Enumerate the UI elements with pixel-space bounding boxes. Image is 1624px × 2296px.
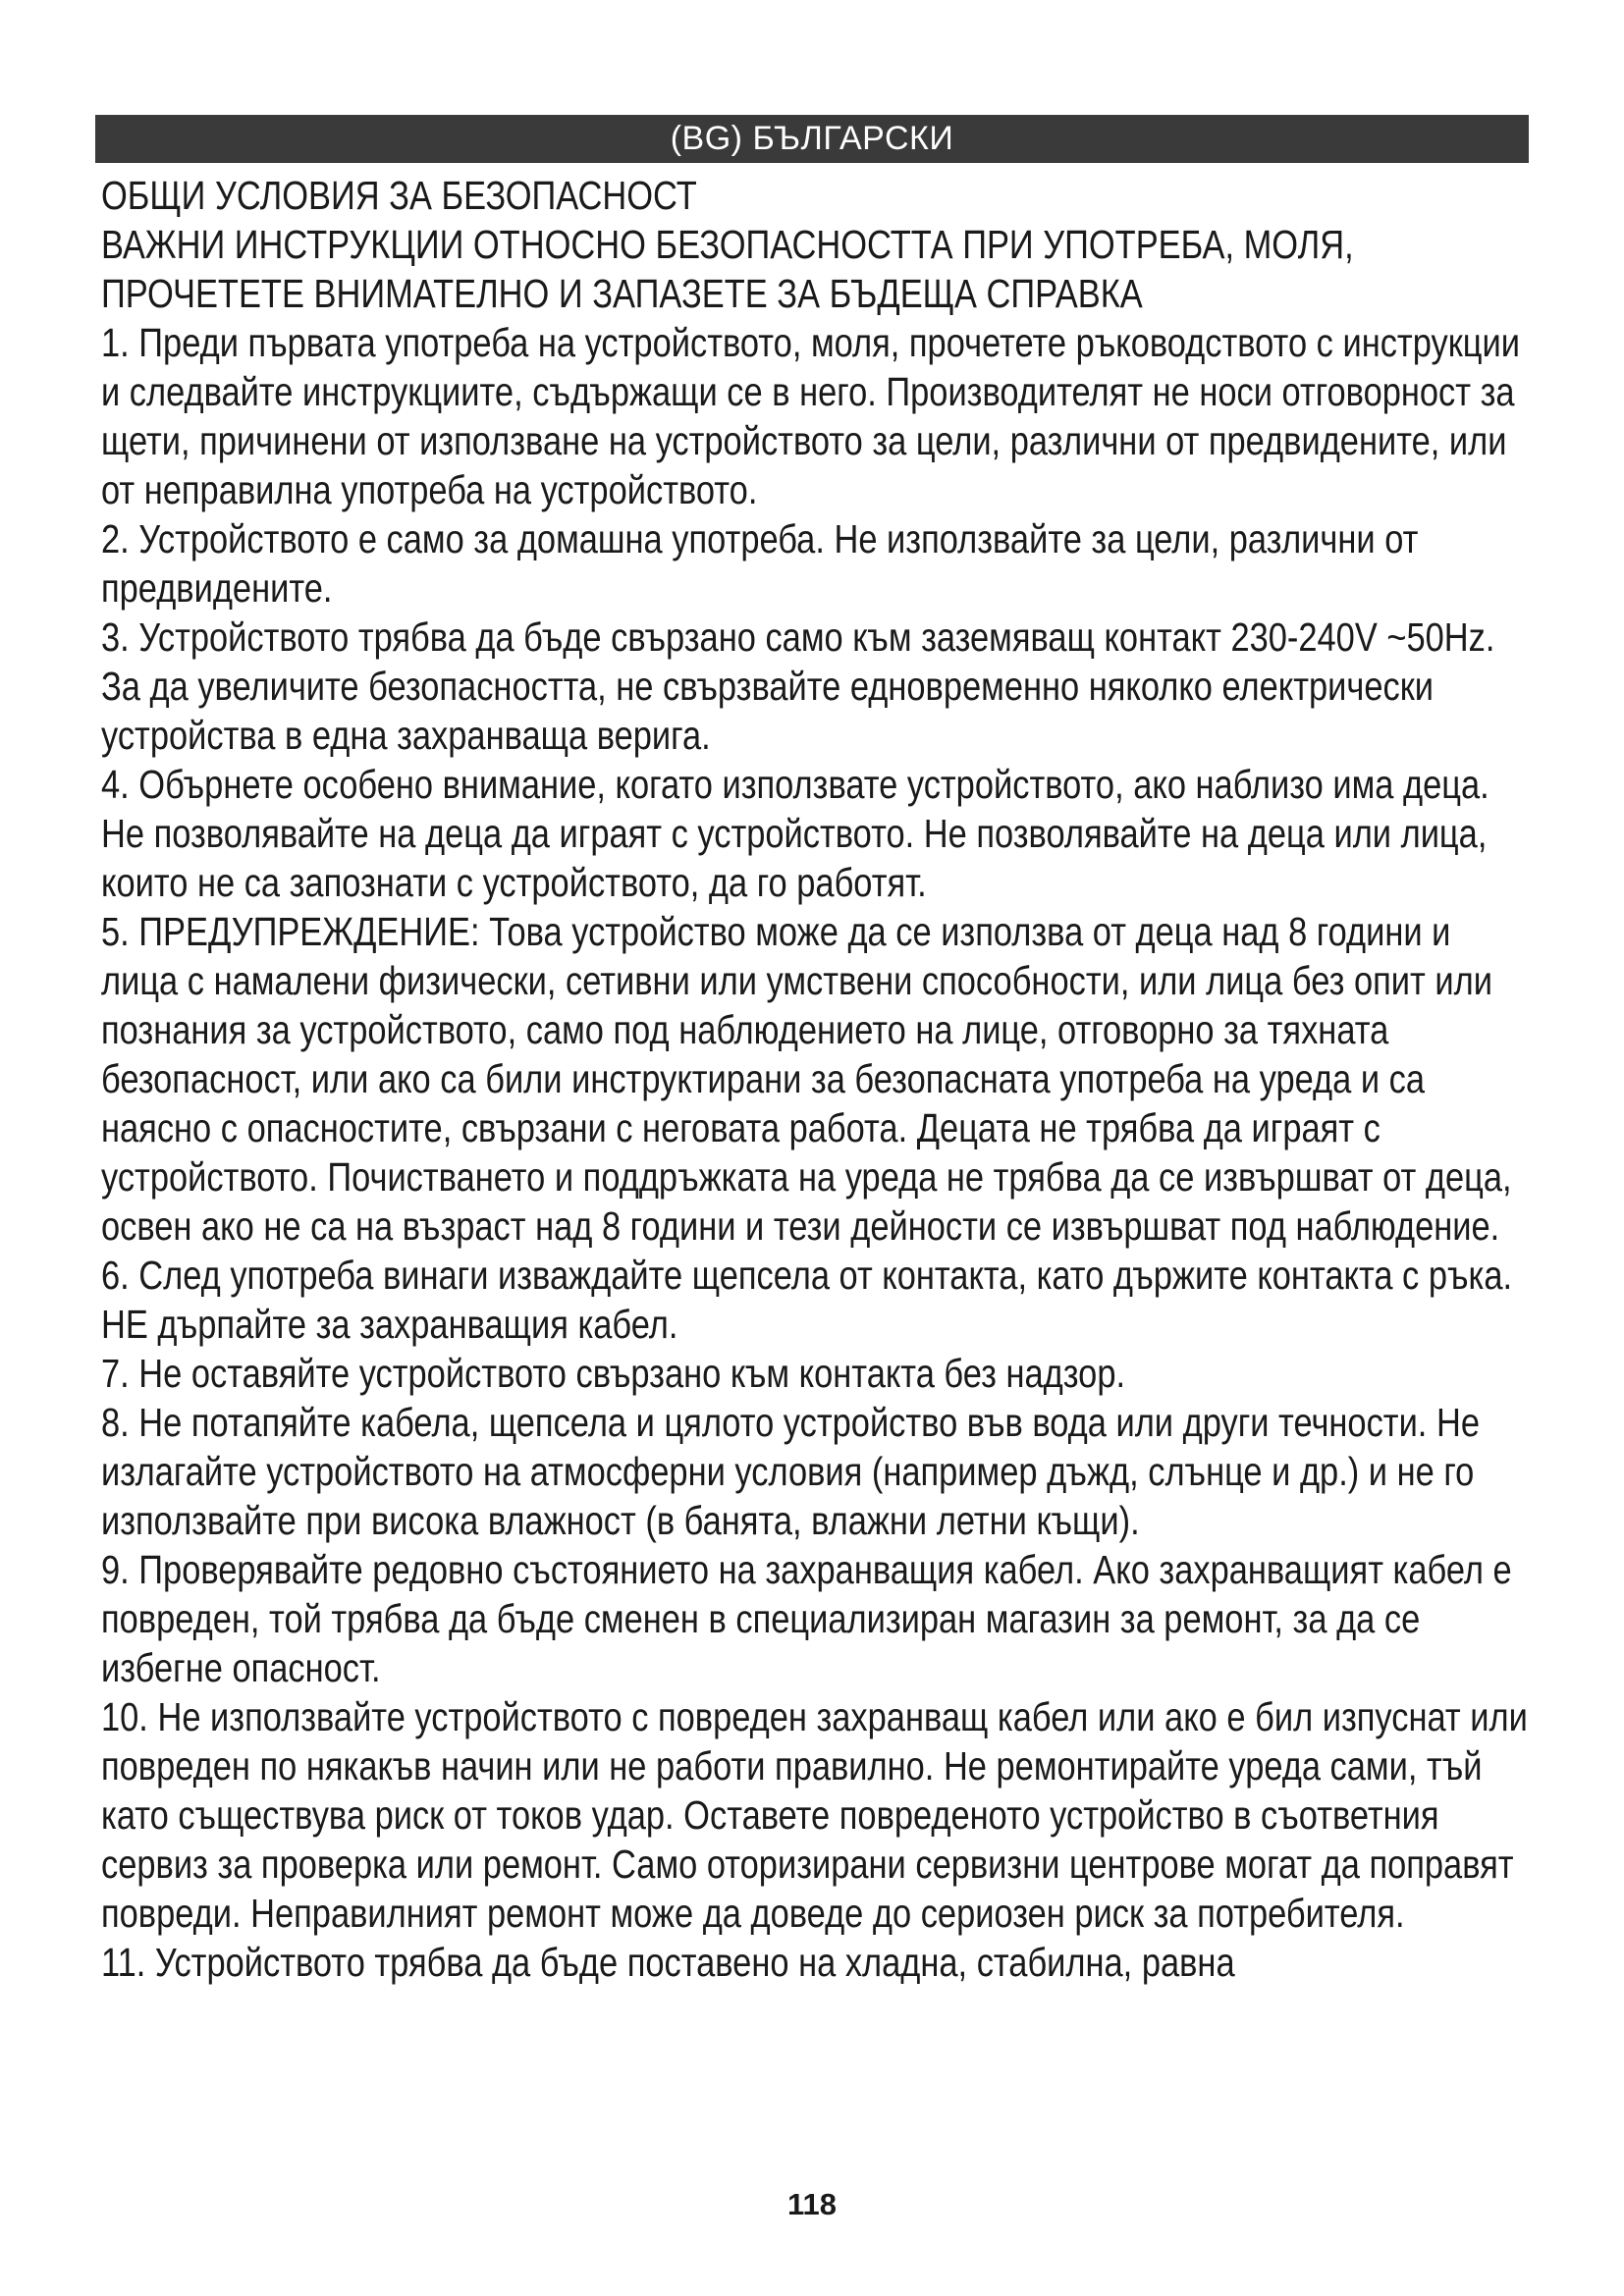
instruction-2: 2. Устройството е само за домашна употреба. Не използвайте за цели, различни от предвидените. — [101, 516, 1419, 611]
instruction-3-note: За да увеличите безопасността, не свързвайте едновременно няколко електрически устройства в една захранваща верига. — [101, 664, 1435, 758]
section-subtitle: ВАЖНИ ИНСТРУКЦИИ ОТНОСНО БЕЗОПАСНОСТТА ПРИ УПОТРЕБА, МОЛЯ, ПРОЧЕТЕТЕ ВНИМАТЕЛНО И ЗАПАЗЕТЕ ЗА БЪДЕЩА СПРАВКА — [101, 222, 1354, 316]
instruction-11: 11. Устройството трябва да бъде поставено на хладна, стабилна, равна — [101, 1940, 1235, 1985]
safety-instructions-body — [101, 171, 1528, 1987]
language-header-bar — [95, 115, 1529, 163]
section-title: ОБЩИ УСЛОВИЯ ЗА БЕЗОПАСНОСТ — [101, 173, 697, 218]
instruction-5: 5. ПРЕДУПРЕЖДЕНИЕ: Това устройство може да се използва от деца над 8 години и лица с намалени физически, сетивни или умствени способности, или лица без опит или познания за устройството, само под наблюдението на лице, отговорно за тяхната безопасност, или ако са били инструктирани за безопасната употреба на уреда и са наясно с опасностите, свързани с неговата работа. Децата не трябва да играят с устройството. Почистването и поддръжката на уреда не трябва да се извършват от деца, освен ако не са на възраст над 8 години и тези дейности се извършват под наблюдение. — [101, 909, 1512, 1249]
page-number: 118 — [786, 2187, 837, 2221]
instruction-3: 3. Устройството трябва да бъде свързано само към заземяващ контакт 230-240V ~50Hz. — [101, 614, 1495, 660]
language-label: (BG) БЪЛГАРСКИ — [670, 120, 954, 157]
instruction-6: 6. След употреба винаги изваждайте щепсела от контакта, като държите контакта с ръка. НЕ дърпайте за захранващия кабел. — [101, 1253, 1513, 1347]
instruction-1: 1. Преди първата употреба на устройството, моля, прочетете ръководството с инструкции и следвайте инструкциите, съдържащи се в него. Производителят не носи отговорност за щети, причинени от използване на устройството за цели, различни от предвидените, или от неправилна употреба на устройството. — [101, 320, 1520, 512]
instruction-9: 9. Проверявайте редовно състоянието на захранващия кабел. Ако захранващият кабел е повреден, той трябва да бъде сменен в специализиран магазин за ремонт, за да се избегне опасност. — [101, 1547, 1512, 1690]
instruction-8: 8. Не потапяйте кабела, щепсела и цялото устройство във вода или други течности. Не излагайте устройството на атмосферни условия (например дъжд, слънце и др.) и не го използвайте при висока влажност (в банята, влажни летни къщи). — [101, 1400, 1480, 1543]
instruction-4: 4. Обърнете особено внимание, когато използвате устройството, ако наблизо има деца. Не позволявайте на деца да играят с устройството. Не позволявайте на деца или лица, които не са запознати с устройството, да го работят. — [101, 762, 1489, 905]
instruction-10: 10. Не използвайте устройството с повреден захранващ кабел или ако е бил изпуснат или повреден по някакъв начин или не работи правилно. Не ремонтирайте уреда сами, тъй като съществува риск от токов удар. Оставете повреденото устройство в съответния сервиз за проверка или ремонт. Само оторизирани сервизни центрове могат да поправят повреди. Неправилният ремонт може да доведе до сериозен риск за потребителя. — [101, 1694, 1528, 1936]
instruction-7: 7. Не оставяйте устройството свързано към контакта без надзор. — [101, 1351, 1126, 1396]
